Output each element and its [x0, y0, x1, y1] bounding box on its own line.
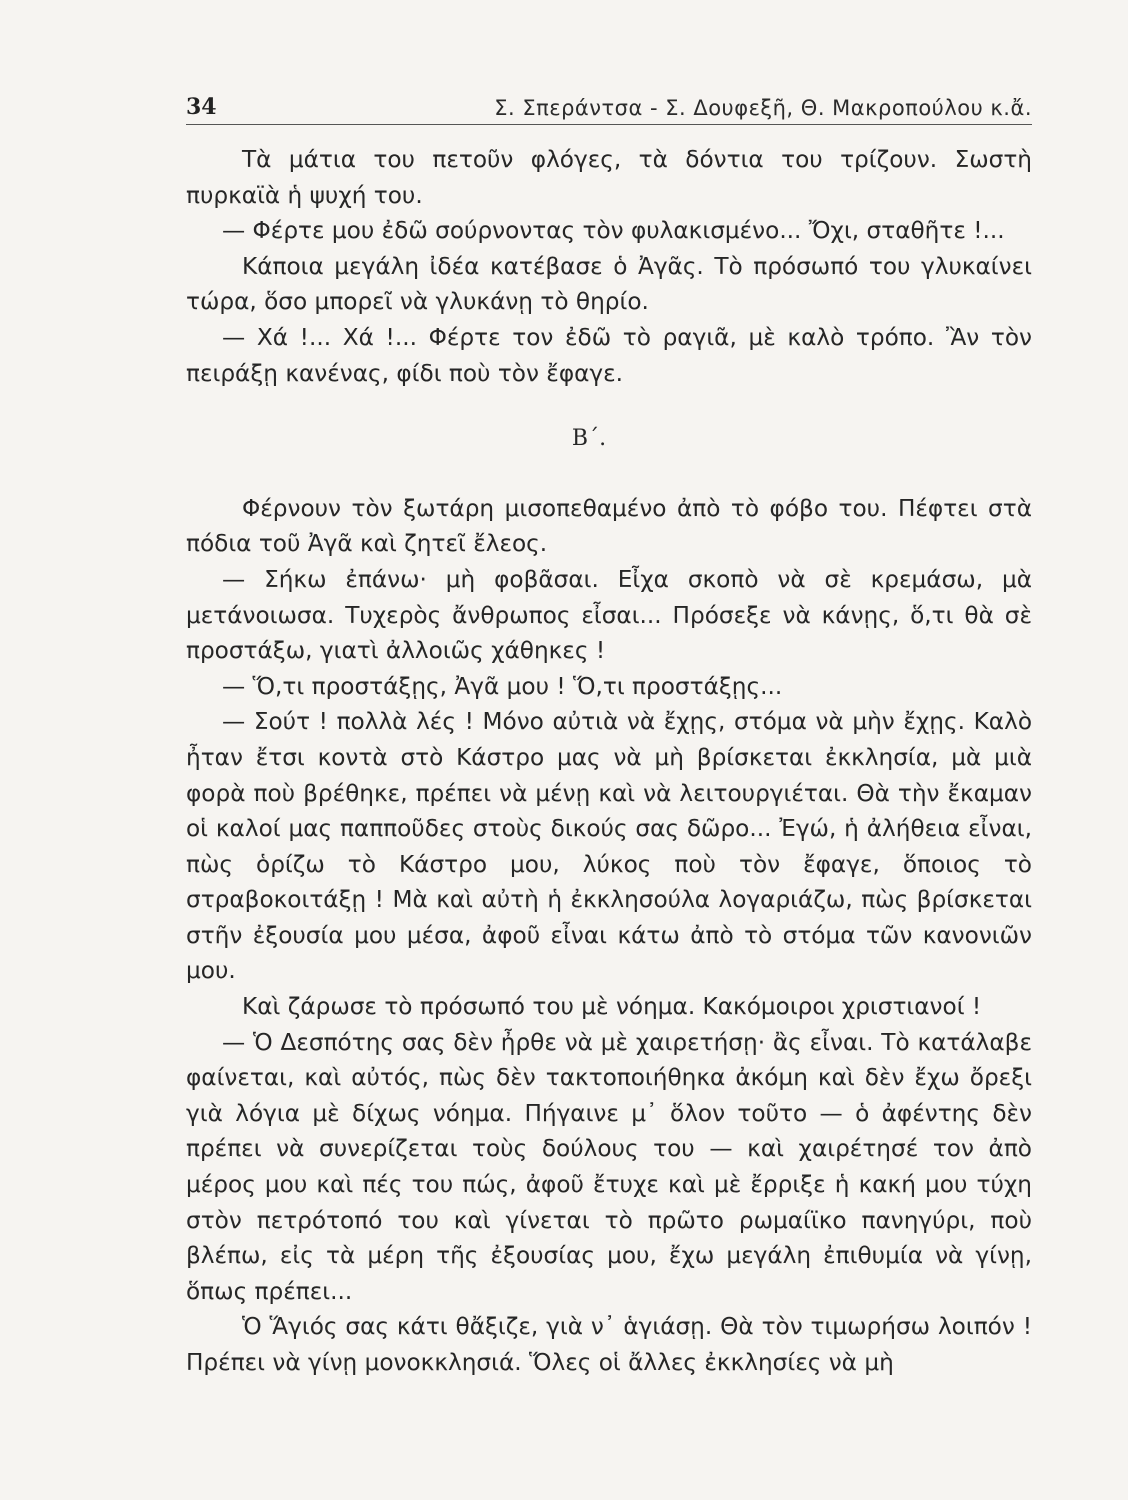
paragraph: Φέρνουν τὸν ξωτάρη μισοπεθαμένο ἀπὸ τὸ φόβο του. Πέφτει στὰ πόδια τοῦ Ἀγᾶ καὶ ζητεῖ ἔλεος.: [186, 494, 1032, 558]
running-head: Σ. Σπεράντσα - Σ. Δουφεξῆ, Θ. Μακροπούλου κ.ἄ.: [494, 96, 1032, 120]
paragraph: — Φέρτε μου ἐδῶ σούρνοντας τὸν φυλακισμένο... Ὄχι, σταθῆτε !...: [222, 217, 1005, 245]
header-rule: [186, 124, 1032, 125]
paragraph: Τὰ μάτια του πετοῦν φλόγες, τὰ δόντια του τρίζουν. Σωστὴ πυρκαϊὰ ἡ ψυχή του.: [186, 146, 1032, 209]
paragraph: Κάποια μεγάλη ἰδέα κατέβασε ὁ Ἀγᾶς. Τὸ πρόσωπό του γλυκαίνει τώρα, ὅσο μπορεῖ νὰ γλυκάνῃ τὸ θηρίο.: [186, 252, 1032, 316]
paragraph: — Σήκω ἐπάνω· μὴ φοβᾶσαι. Εἶχα σκοπὸ νὰ σὲ κρεμάσω, μὰ μετάνοιωσα. Τυχερὸς ἄνθρωπος εἶσαι... Πρόσεξε νὰ κάνῃς, ὅ,τι θὰ σὲ προστάξω, γιατὶ ἀλλοιῶς χάθηκες !: [186, 565, 1032, 665]
paragraph: — Ὅ,τι προστάξῃς, Ἀγᾶ μου ! Ὅ,τι προστάξῃς...: [222, 672, 783, 700]
paragraph: — Ὁ Δεσπότης σας δὲν ἦρθε νὰ μὲ χαιρετήσῃ· ἂς εἶναι. Τὸ κατάλαβε φαίνεται, καὶ αὐτός, πὼς δὲν τακτοποιήθηκα ἀκόμη καὶ δὲν ἔχω ὄρεξι γιὰ λόγια μὲ δίχως νόημα. Πήγαινε μ᾿ ὅλον τοῦτο — ὁ ἀφέντης δὲν πρέπει νὰ συνερίζεται τοὺς δούλους του — καὶ χαιρέτησέ τον ἀπὸ μέρος μου καὶ πές του πώς, ἀφοῦ ἔτυχε καὶ μὲ ἔρριξε ἡ κακή μου τύχη στὸν πετρότοπό του καὶ γίνεται τὸ πρῶτο ρωμαίϊκο πανηγύρι, ποὺ βλέπω, εἰς τὰ μέρη τῆς ἐξουσίας μου, ἔχω μεγάλη ἐπιθυμία νὰ γίνῃ, ὅπως πρέπει...: [186, 1028, 1032, 1305]
section-heading: Β΄.: [571, 426, 607, 452]
paragraph: — Σούτ ! πολλὰ λές ! Μόνο αὐτιὰ νὰ ἔχῃς, στόμα νὰ μὴν ἔχῃς. Καλὸ ἦταν ἔτσι κοντὰ στὸ Κάστρο μας νὰ μὴ βρίσκεται ἐκκλησία, μὰ μιὰ φορὰ ποὺ βρέθηκε, πρέπει νὰ μένῃ καὶ νὰ λειτουργιέται. Θὰ τὴν ἔκαμαν οἱ καλοί μας παπποῦδες στοὺς δικούς σας δῶρο... Ἐγώ, ἡ ἀλήθεια εἶναι, πὼς ὁρίζω τὸ Κάστρο μου, λύκος ποὺ τὸν ἔφαγε, ὅποιος τὸ στραβοκοιτάξῃ ! Μὰ καὶ αὐτὴ ἡ ἐκκλησούλα λογαριάζω, πὼς βρίσκεται στῆν ἐξουσία μου μέσα, ἀφοῦ εἶναι κάτω ἀπὸ τὸ στόμα τῶν κανονιῶν μου.: [186, 708, 1032, 985]
paragraph: Καὶ ζάρωσε τὸ πρόσωπό του μὲ νόημα. Κακόμοιροι χριστιανοί !: [242, 993, 982, 1021]
paragraph: — Χά !... Χά !... Φέρτε τον ἐδῶ τὸ ραγιᾶ, μὲ καλὸ τρόπο. Ἂν τὸν πειράξῃ κανένας, φίδι ποὺ τὸν ἔφαγε.: [186, 323, 1032, 387]
paragraph: Ὁ Ἅγιός σας κάτι θἄξιζε, γιὰ ν᾿ ἁγιάσῃ. Θὰ τὸν τιμωρήσω λοιπόν ! Πρέπει νὰ γίνῃ μονοκκλησιά. Ὅλες οἱ ἄλλες ἐκκλησίες νὰ μὴ: [186, 1313, 1032, 1376]
body-text: [186, 142, 1032, 1381]
page-number: 34: [186, 94, 217, 120]
page-header: [186, 86, 1032, 120]
